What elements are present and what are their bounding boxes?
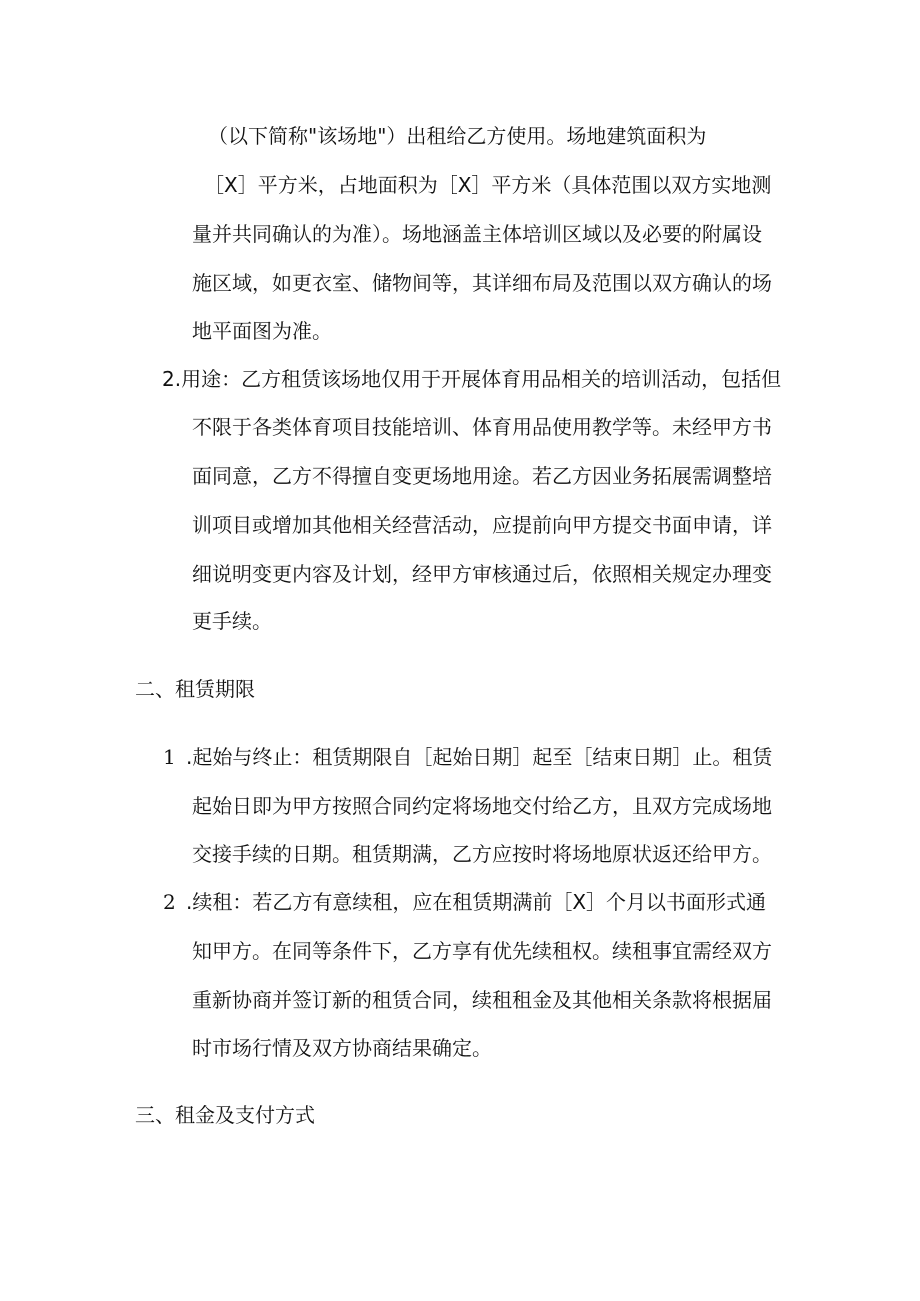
paragraph-line: 面同意，乙方不得擅自变更场地用途。若乙方因业务拓展需调整培 — [192, 464, 772, 488]
paragraph-line: 地平面图为准。 — [192, 319, 332, 343]
paragraph-line: 量并共同确认的为准）。场地涵盖主体培训区域以及必要的附属设 — [192, 222, 762, 246]
paragraph-line: 知甲方。在同等条件下，乙方享有优先续租权。续租事宜需经双方 — [192, 939, 772, 963]
paragraph-line: 交接手续的日期。租赁期满，乙方应按时将场地原状返还给甲方。 — [192, 842, 772, 866]
section-heading-rent-payment: 三、租金及支付方式 — [135, 1103, 315, 1127]
paragraph-line: ［X］平方米，占地面积为［X］平方米（具体范围以双方实地测 — [204, 173, 772, 197]
paragraph-line: （以下简称"该场地"）出租给乙方使用。场地建筑面积为 — [208, 124, 707, 148]
section-heading-lease-term: 二、租赁期限 — [135, 677, 255, 701]
paragraph-line: 更手续。 — [192, 609, 272, 633]
paragraph-line: 施区域，如更衣室、储物间等，其详细布局及范围以双方确认的场 — [192, 271, 772, 295]
paragraph-line: 细说明变更内容及计划，经甲方审核通过后，依照相关规定办理变 — [192, 562, 772, 586]
paragraph-line: 训项目或增加其他相关经营活动，应提前向甲方提交书面申请，详 — [192, 513, 772, 537]
paragraph-line: .起始与终止：租赁期限自［起始日期］起至［结束日期］止。租赁 — [186, 745, 773, 769]
paragraph-line: 重新协商并签订新的租赁合同，续租租金及其他相关条款将根据届 — [192, 988, 772, 1012]
clause-number: 1 — [163, 745, 176, 769]
paragraph-line: .续租：若乙方有意续租，应在租赁期满前［X］个月以书面形式通 — [186, 890, 767, 914]
paragraph-line: 时市场行情及双方协商结果确定。 — [192, 1036, 492, 1060]
paragraph-line: 起始日即为甲方按照合同约定将场地交付给乙方，且双方完成场地 — [192, 794, 772, 818]
paragraph-line: 不限于各类体育项目技能培训、体育用品使用教学等。未经甲方书 — [192, 415, 772, 439]
paragraph-line: 2.用途：乙方租赁该场地仅用于开展体育用品相关的培训活动，包括但 — [162, 367, 782, 391]
clause-number: 2 — [163, 890, 176, 914]
